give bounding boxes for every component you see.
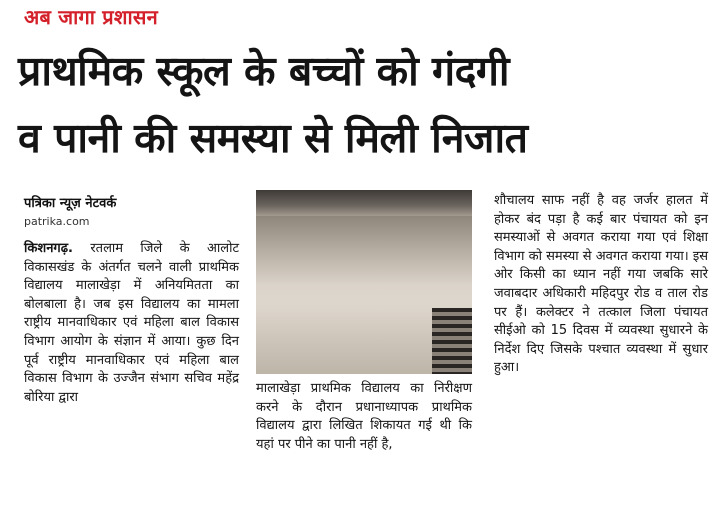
column-3-text: शौचालय साफ नहीं है वह जर्जर हालत में होकर बंद पड़ा है कई बार पंचायत को इन समस्याओं से अवगत कराया गया एवं शिक्षा विभाग को समस्या से अवगत कराया गया। इस ओर किसी का ध्यान नहीं गया जबकि सारे जवाबदार अधिकारी महिदपुर रोड व ताल रोड पर हैं। कलेक्टर ने तत्काल जिला पंचायत सीईओ को 15 दिवस में व्यवस्था सुधारने के निर्देश दिए जिसके पश्चात व्यवस्था में सुधार हुआ। <box>494 193 708 376</box>
byline: पत्रिका न्यूज़ नेटवर्क <box>24 196 117 211</box>
headline-line-1: प्राथमिक स्कूल के बच्चों को गंदगी <box>18 47 510 95</box>
kicker-label: अब जागा प्रशासन <box>24 5 158 29</box>
dateline: किशनगढ़. <box>24 241 73 256</box>
photo-vent-grille <box>432 308 472 374</box>
column-2-text: मालाखेड़ा प्राथमिक विद्यालय का निरीक्षण करने के दौरान प्रधानाध्यापक प्राथमिक विद्यालय द्वारा लिखित शिकायत गई थी कि यहां पर पीने का पानी नहीं है, <box>256 381 472 452</box>
news-photo <box>256 190 472 374</box>
article-column-2 <box>256 380 472 454</box>
site-name: patrika.com <box>24 215 90 228</box>
column-1-text: रतलाम जिले के आलोट विकासखंड के अंतर्गत चलने वाली प्राथमिक विद्यालय मालाखेड़ा में अनियमितता का बोलबाला है। जब इस विद्यालय का मामला राष्ट्रीय मानवाधिकार एवं महिला बाल विकास विभाग आयोग के संज्ञान में आया। कुछ दिन पूर्व राष्ट्रीय मानवाधिकार एवं महिला बाल विकास विभाग के उज्जैन संभाग सचिव महेंद्र बोरिया द्वारा <box>24 241 239 405</box>
headline-line-2: व पानी की समस्या से मिली निजात <box>18 114 528 162</box>
photo-roof-shadow <box>256 190 472 216</box>
article-column-1 <box>24 240 239 407</box>
article-column-3 <box>494 192 708 378</box>
photo-wall-stain <box>256 216 472 286</box>
